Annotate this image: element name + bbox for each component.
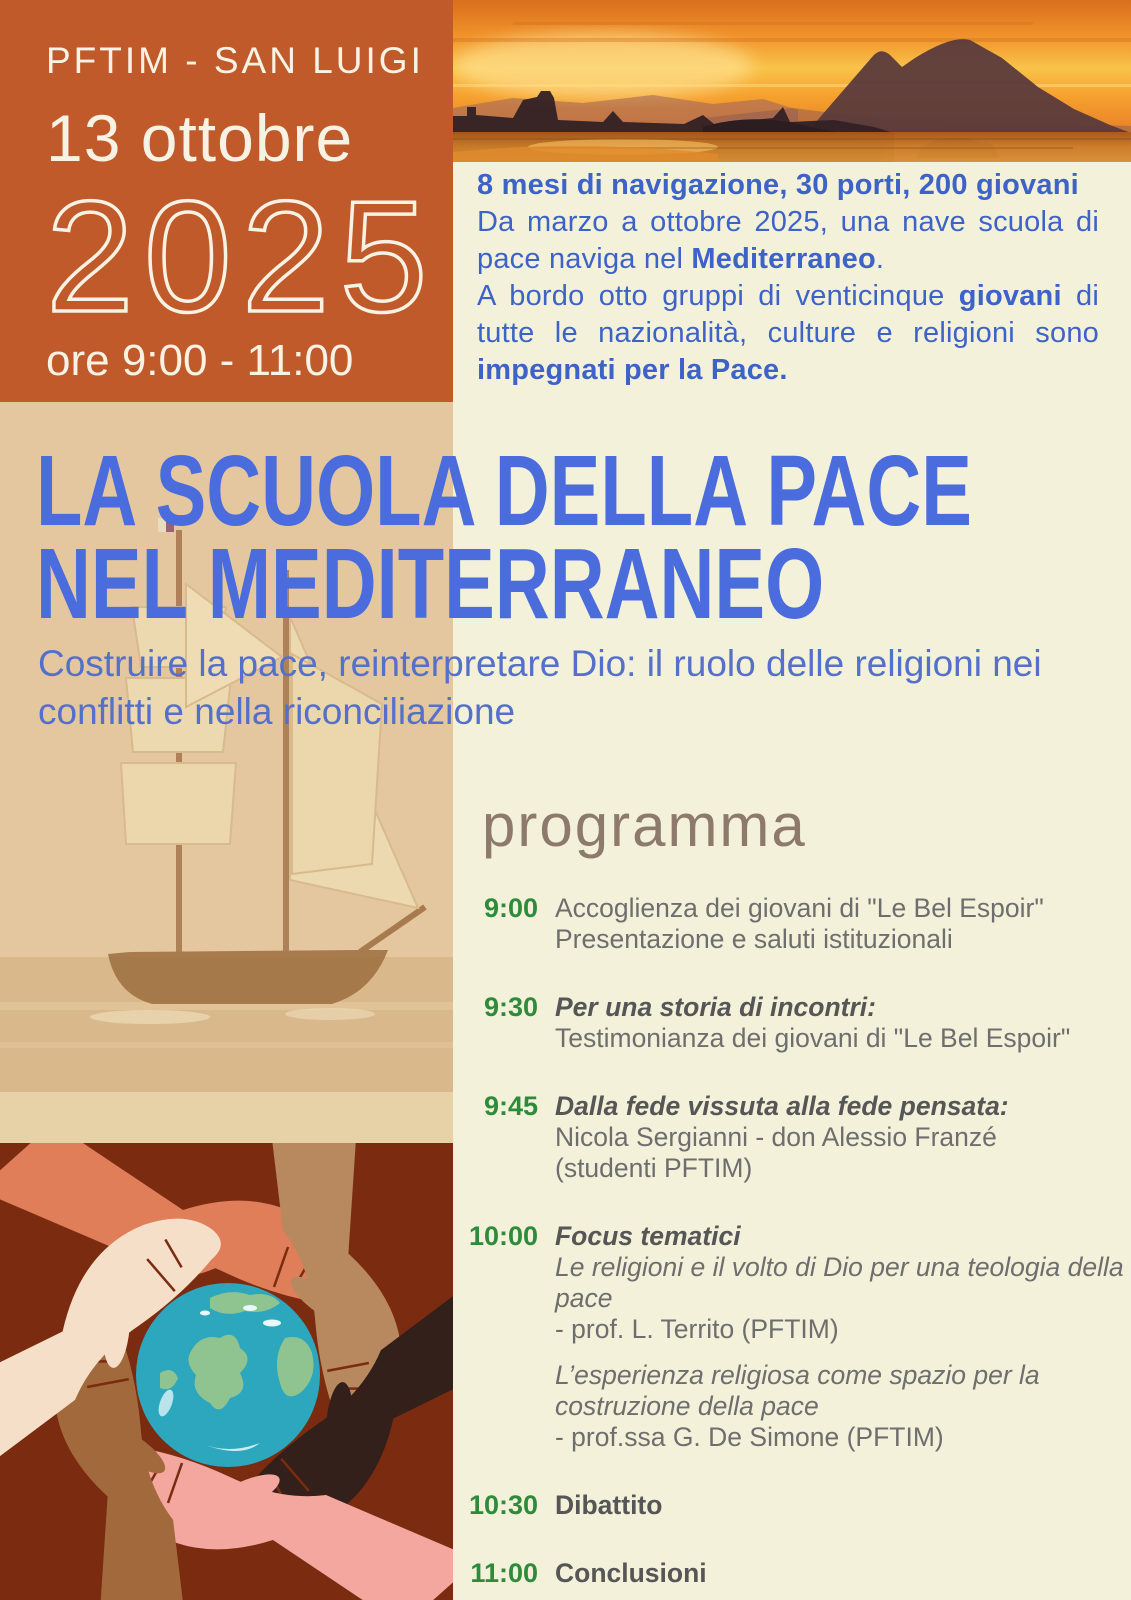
program-line: Nicola Sergianni - don Alessio Franzé [555, 1122, 997, 1152]
program-time: 9:30 [483, 992, 538, 1022]
program-line: Le religioni e il volto di Dio per una teologia della pace [555, 1252, 1124, 1313]
program-line: Conclusioni [555, 1558, 707, 1588]
program-line: Presentazione e saluti istituzionali [555, 924, 953, 954]
program-item [458, 1558, 1126, 1589]
intro-paragraph-1: Da marzo a ottobre 2025, una nave scuola di pace naviga nel Mediterraneo. [477, 206, 1099, 275]
program-lines [555, 1490, 1126, 1521]
program-item [458, 1490, 1126, 1521]
event-date: 13 ottobre [46, 101, 354, 175]
title-line-2: NEL MEDITERRANEO [36, 528, 825, 640]
program-lines [555, 1091, 1126, 1184]
program-line: L’esperienza religiosa come spazio per la costruzione della pace [555, 1360, 1040, 1421]
program-item [458, 992, 1126, 1054]
program-line: Focus tematici [555, 1221, 741, 1251]
date-block [0, 0, 453, 402]
event-year: 2025 [46, 169, 438, 345]
program-heading: programma [482, 792, 807, 859]
program-item [458, 1091, 1126, 1184]
program-item [458, 893, 1126, 955]
intro-paragraph-2: A bordo otto gruppi di venticinque giovani di tutte le nazionalità, culture e religioni sono impegnati per la Pace. [477, 280, 1099, 386]
program-line: Dibattito [555, 1490, 663, 1520]
intro-text [477, 167, 1099, 389]
program-time: 9:45 [483, 1091, 538, 1121]
program-line: (studenti PFTIM) [555, 1153, 753, 1183]
program-line: Testimonianza dei giovani di "Le Bel Espoir" [555, 1023, 1071, 1053]
bay-sunset-graphic [453, 0, 1131, 162]
naples-sunset-photo [453, 0, 1131, 162]
program-time: 10:00 [468, 1221, 538, 1251]
intro-headline: 8 mesi di navigazione, 30 porti, 200 giovani [477, 169, 1079, 201]
program-line: - prof. L. Territo (PFTIM) [555, 1314, 839, 1344]
hands-globe-illustration [0, 1143, 453, 1600]
program-line: - prof.ssa G. De Simone (PFTIM) [555, 1422, 944, 1452]
program-lines [555, 1558, 1126, 1589]
title-line-1: LA SCUOLA DELLA PACE [36, 435, 972, 547]
program-line: Per una storia di incontri: [555, 992, 876, 1022]
institution-label: PFTIM - SAN LUIGI [46, 40, 424, 81]
page-title [36, 435, 1131, 640]
subtitle: Costruire la pace, reinterpretare Dio: il ruolo delle religioni nei conflitti e nella riconciliazione [38, 643, 1042, 732]
program-lines [555, 1221, 1126, 1453]
program-item [458, 1221, 1126, 1453]
program-time: 10:30 [468, 1490, 538, 1520]
six-hands-earth-graphic [0, 1143, 453, 1600]
program-time: 9:00 [483, 893, 538, 923]
program-lines [555, 893, 1126, 955]
program-time: 11:00 [470, 1558, 538, 1588]
program-line: Accoglienza dei giovani di "Le Bel Espoir" [555, 893, 1044, 923]
program-line: Dalla fede vissuta alla fede pensata: [555, 1091, 1009, 1121]
event-time: ore 9:00 - 11:00 [46, 336, 354, 385]
program-lines [555, 992, 1126, 1054]
program-list [458, 893, 1126, 1600]
